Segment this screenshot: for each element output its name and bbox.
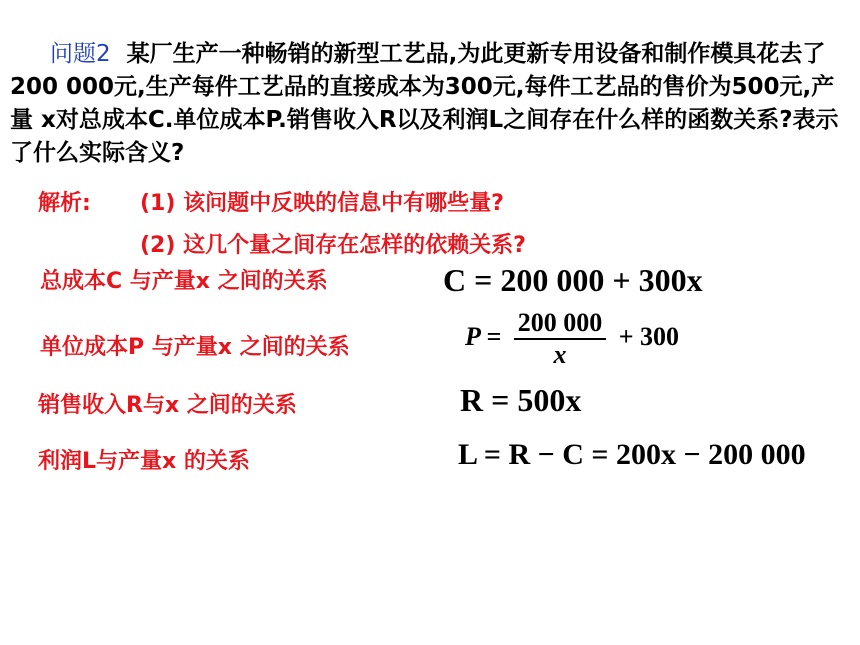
formula-unit-cost-lhs: P = (465, 321, 502, 351)
fraction-denominator: x (553, 340, 567, 369)
formula-profit: L = R − C = 200x − 200 000 (458, 438, 806, 471)
analysis-label: 解析: (38, 191, 91, 216)
problem-text: 某厂生产一种畅销的新型工艺品,为此更新专用设备和制作模具花去了200 000元,生产每件工艺品的直接成本为300元,每件工艺品的售价为500元,产量 x对总成本C.单位成本P.销售收入R以及利润L之间存在什么样的函数关系?表示了什么实际含义? (10, 41, 839, 166)
relation-label-cost: 总成本C 与产量x 之间的关系 (40, 269, 328, 294)
analysis-question-2: (2) 这几个量之间存在怎样的依赖关系? (140, 233, 526, 258)
formula-unit-cost (465, 308, 679, 370)
relation-label-unit-cost: 单位成本P 与产量x 之间的关系 (40, 335, 350, 360)
relation-label-revenue: 销售收入R与x 之间的关系 (38, 393, 297, 418)
formula-unit-cost-rhs: + 300 (618, 321, 680, 351)
formula-revenue: R = 500x (460, 382, 582, 418)
formula-total-cost: C = 200 000 + 300x (443, 262, 703, 298)
fraction (514, 308, 607, 370)
problem-label: 问题2 (50, 41, 111, 67)
relation-label-profit: 利润L与产量x 的关系 (38, 449, 250, 474)
fraction-numerator: 200 000 (514, 308, 607, 340)
analysis-question-1: (1) 该问题中反映的信息中有哪些量? (140, 191, 504, 216)
problem-statement (10, 38, 852, 170)
